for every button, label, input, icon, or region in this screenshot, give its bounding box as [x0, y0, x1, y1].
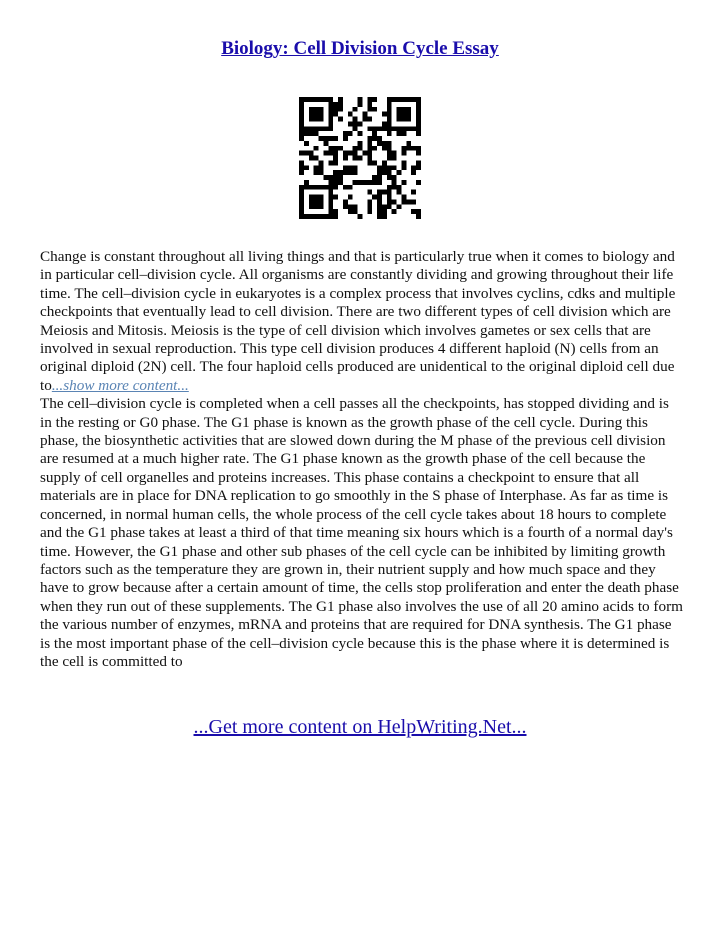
- essay-body: [40, 248, 684, 671]
- get-more-content-row: [0, 716, 720, 739]
- qr-code-icon: [299, 97, 421, 219]
- get-more-content-link[interactable]: ...Get more content on HelpWriting.Net...: [193, 716, 527, 738]
- essay-paragraph-1: [40, 248, 684, 395]
- show-more-link[interactable]: ...show more content...: [51, 376, 189, 394]
- title-link[interactable]: Biology: Cell Division Cycle Essay: [221, 38, 499, 59]
- page-title: [0, 38, 720, 60]
- essay-paragraph-2: The cell–division cycle is completed when a cell passes all the checkpoints, has stopped dividing and is in the resting or G0 phase. The G1 phase is known as the growth phase of the cell cycle. During this phase, the biosynthetic activities that are slowed down during the M phase of the previous cell division are resumed at a much higher rate. The G1 phase known as the growth phase of the cell because the supply of cell organelles and proteins increases. This phase contains a checkpoint to ensure that all materials are in place for DNA replication to go smoothly in the S phase of Interphase. As far as time is concerned, in normal human cells, the whole process of the cell cycle takes about 18 hours to complete and the G1 phase takes at least a third of that time meaning six hours which is a fourth of a normal day's time. However, the G1 phase and other sub phases of the cell cycle can be inhibited by limiting growth factors such as the temperature they are grown in, their nutrient supply and how much space and they have to grow because after a certain amount of time, the cells stop proliferation and enter the death phase when they run out of these supplements. The G1 phase also involves the use of all 20 amino acids to form the various number of enzymes, mRNA and proteins that are required for DNA synthesis. The G1 phase is the most important phase of the cell–division cycle because this is the phase where it is determined is the cell is committed to: [40, 395, 683, 670]
- paragraph-1-text: Change is constant throughout all living things and that is particularly true when it comes to biology and in particular cell–division cycle. All organisms are constantly dividing and growing throughout their life time. The cell–division cycle in eukaryotes is a complex process that involves cyclins, cdks and multiple checkpoints that eventually lead to cell division. There are two different types of cell division which are Meiosis and Mitosis. Meiosis is the type of cell division which involves gametes or sex cells that are involved in sexual reproduction. This type cell division produces 4 different haploid (N) cells from an original diploid (2N) cell. The four haploid cells produced are unidentical to the original diploid cell due to: [40, 248, 676, 394]
